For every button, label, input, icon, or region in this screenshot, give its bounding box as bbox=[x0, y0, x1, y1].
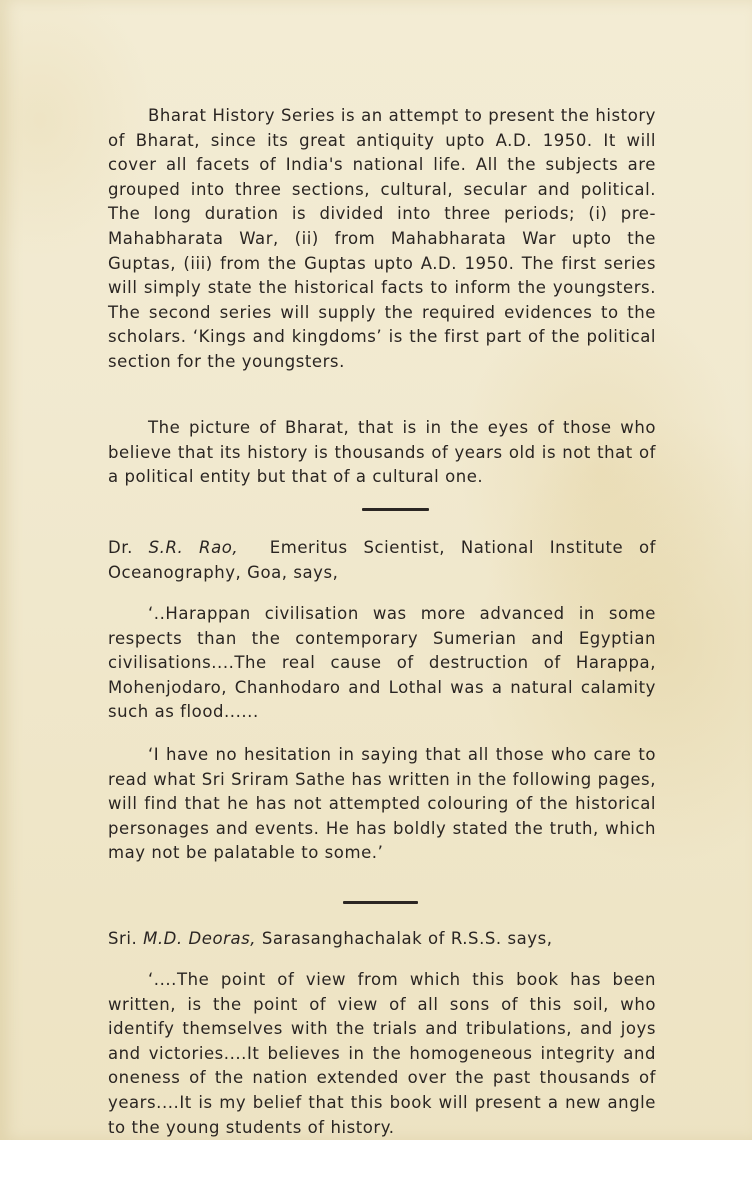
deoras-designation: Sarasanghachalak of R.S.S. says, bbox=[261, 929, 553, 948]
rao-title-prefix: Dr. bbox=[108, 538, 133, 557]
rao-quote-harappan: ‘..Harappan civilisation was more advanced in some respects than the contemporary Sumerian and Egyptian civilisations....The real cause of destruction of Harappa, Mohenjodaro, Chanhodaro and Lothal was a natural calamity such as flood...... bbox=[108, 604, 656, 722]
rao-quote-sathe: ‘I have no hesitation in saying that all those who care to read what Sri Sriram Sathe has written in the following pages, will find that he has not attempted colouring of the historical personages and events. He has boldly stated the truth, which may not be palatable to some.’ bbox=[108, 745, 656, 863]
series-description-paragraph: Bharat History Series is an attempt to present the history of Bharat, since its great antiquity upto A.D. 1950. It will cover all facets of India's national life. All the subjects are grouped into three sections, cultural, secular and political. The long duration is divided into three periods; (i) pre-Mahabharata War, (ii) from Mahabharata War upto the Guptas, (iii) from the Guptas upto A.D. 1950. The first series will simply state the historical facts to inform the youngsters. The second series will supply the required evidences to the scholars. ‘Kings and kingdoms’ is the first part of the political section for the youngsters. bbox=[108, 106, 656, 371]
deoras-name: M.D. Deoras, bbox=[143, 929, 257, 948]
deoras-quote: ‘....The point of view from which this book has been written, is the point of view of all sons of this soil, who identify themselves with the trials and tribulations, and joys and victories....It believes in the homogeneous integrity and oneness of the nation extended over the past thousands of years....It is my belief that this book will present a new angle to the young students of history. bbox=[108, 970, 656, 1137]
section-divider bbox=[362, 508, 429, 511]
bharat-picture-paragraph: The picture of Bharat, that is in the eyes of those who believe that its history is thousands of years old is not that of a political entity but that of a cultural one. bbox=[108, 418, 656, 487]
deoras-title-prefix: Sri. bbox=[108, 929, 138, 948]
rao-attribution bbox=[108, 536, 656, 585]
deoras-attribution bbox=[108, 927, 656, 952]
rao-designation: Emeritus Scientist, National Institute of Oceanography, Goa, says, bbox=[108, 538, 657, 582]
section-divider bbox=[343, 901, 418, 904]
rao-name: S.R. Rao, bbox=[148, 538, 239, 557]
